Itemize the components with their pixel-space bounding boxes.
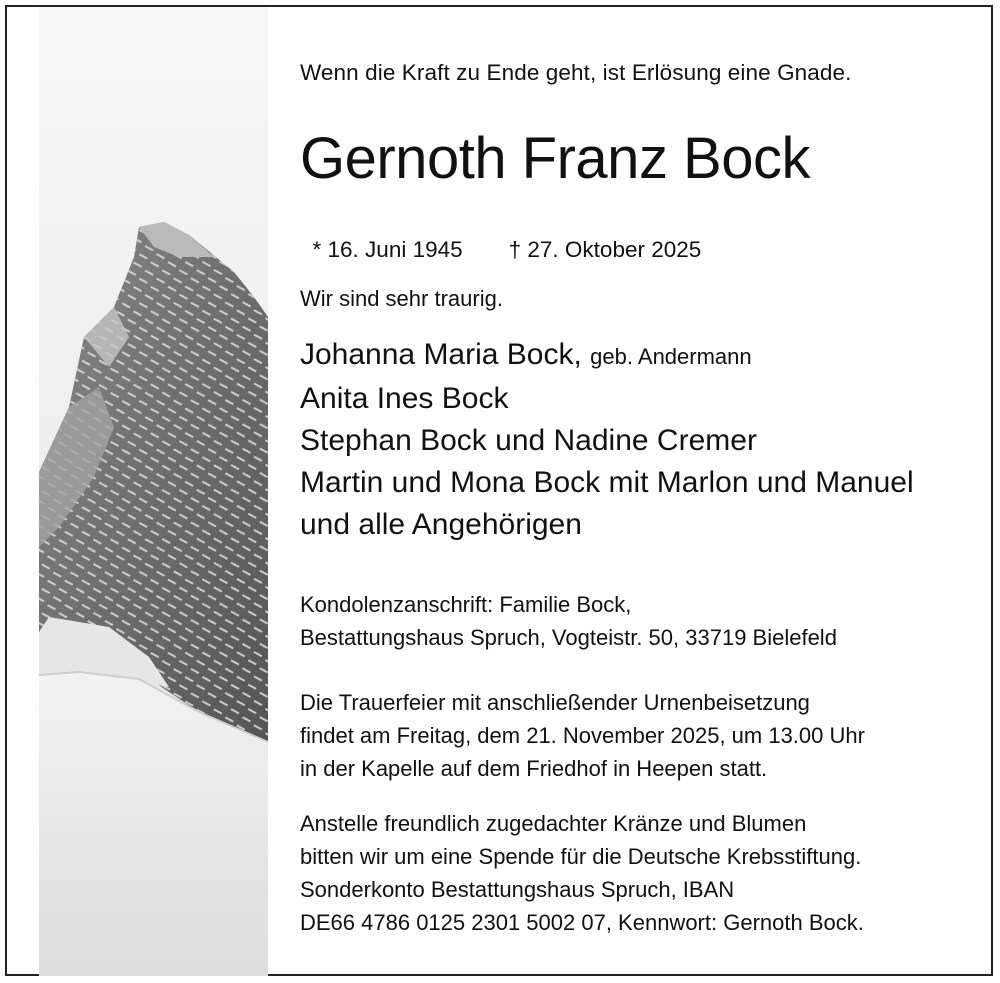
mourner-line: Stephan Bock und Nadine Cremer xyxy=(300,424,757,457)
condolence-address xyxy=(300,588,837,654)
donation-line: DE66 4786 0125 2301 5002 07, Kennwort: Gernoth Bock. xyxy=(300,910,864,935)
death-date: † 27. Oktober 2025 xyxy=(508,237,702,262)
address-line: Kondolenzanschrift: Familie Bock, xyxy=(300,592,632,617)
mourners-list xyxy=(300,334,914,546)
funeral-line: findet am Freitag, dem 21. November 2025, um 13.00 Uhr xyxy=(300,723,865,748)
mourner-line: und alle Angehörigen xyxy=(300,508,582,541)
donation-line: Anstelle freundlich zugedachter Kränze und Blumen xyxy=(300,811,807,836)
mourner-line xyxy=(300,334,914,378)
life-dates xyxy=(300,211,701,263)
motto: Wenn die Kraft zu Ende geht, ist Erlösung eine Gnade. xyxy=(300,60,852,85)
mourner-maiden-name: geb. Andermann xyxy=(590,344,752,369)
funeral-info xyxy=(300,686,865,785)
funeral-line: Die Trauerfeier mit anschließender Urnenbeisetzung xyxy=(300,690,810,715)
mourner-line: Anita Ines Bock xyxy=(300,382,509,415)
address-line: Bestattungshaus Spruch, Vogteistr. 50, 33719 Bielefeld xyxy=(300,625,837,650)
mountain-photo xyxy=(39,7,268,976)
funeral-line: in der Kapelle auf dem Friedhof in Heepen statt. xyxy=(300,756,768,781)
donation-line: bitten wir um eine Spende für die Deutsche Krebsstiftung. xyxy=(300,844,862,869)
deceased-name: Gernoth Franz Bock xyxy=(300,126,810,191)
birth-date: * 16. Juni 1945 xyxy=(312,237,463,262)
mourner-line: Martin und Mona Bock mit Marlon und Manuel xyxy=(300,466,914,499)
donation-line: Sonderkonto Bestattungshaus Spruch, IBAN xyxy=(300,877,735,902)
donation-info xyxy=(300,807,864,939)
matterhorn-image xyxy=(39,7,268,976)
sad-line: Wir sind sehr traurig. xyxy=(300,286,503,311)
mourner-name: Johanna Maria Bock, xyxy=(300,338,582,371)
